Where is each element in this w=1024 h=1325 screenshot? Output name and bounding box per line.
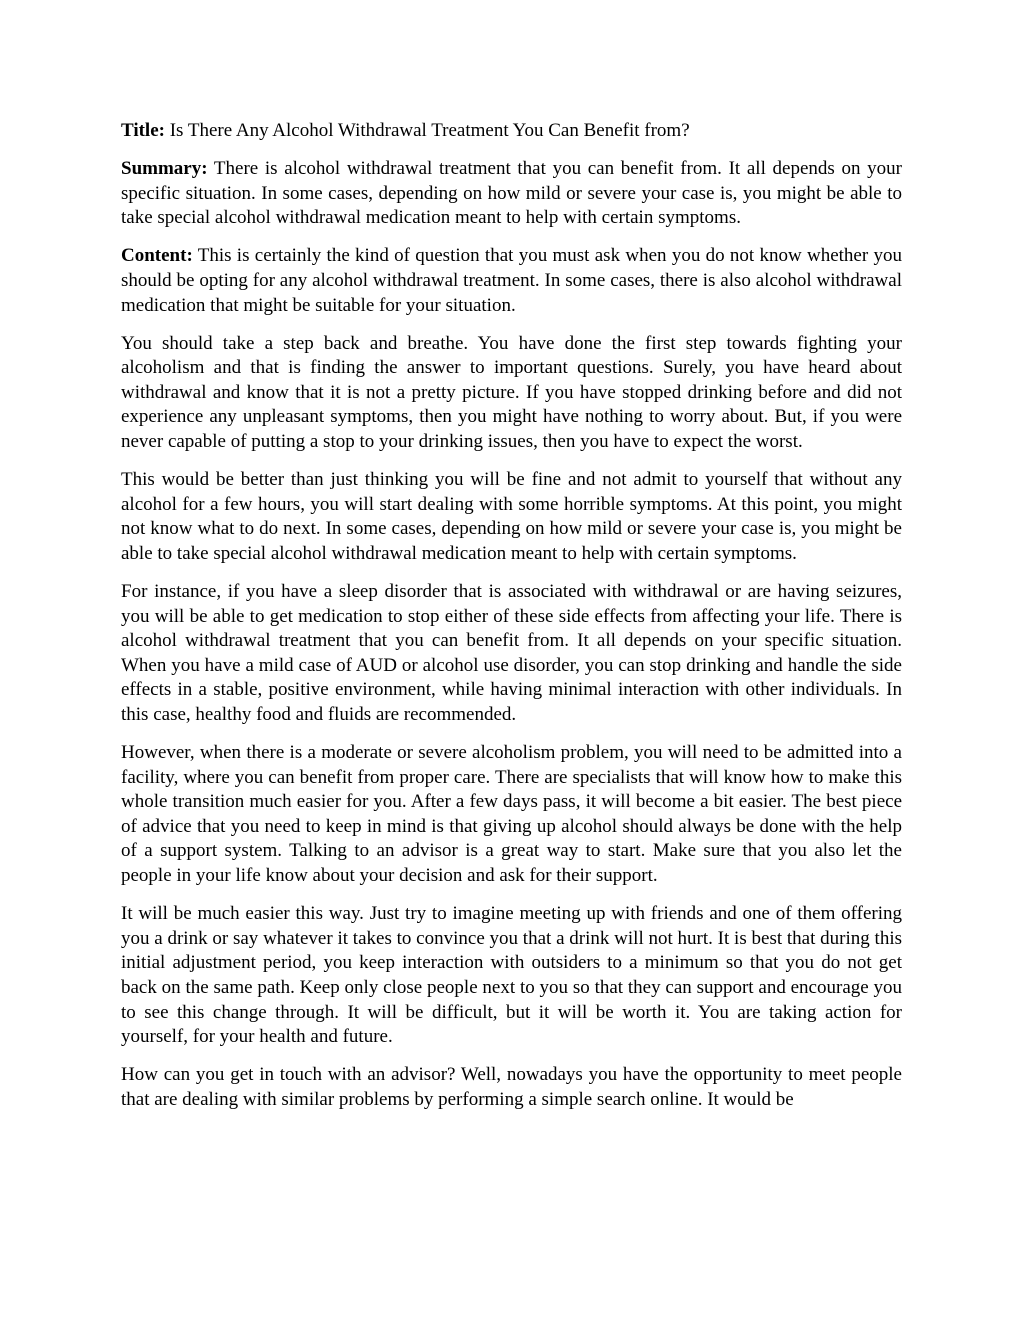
body-paragraph: You should take a step back and breathe. You have done the first step towards fighting your alcoholism and that is finding the answer to important questions. Surely, you have heard about withdrawal and know that it is not a pretty picture. If you have stopped drinking before and did not experience any unpleasant symptoms, then you might have nothing to worry about. But, if you were never capable of putting a stop to your drinking issues, then you have to expect the worst. (121, 332, 902, 453)
document-body (121, 119, 902, 1199)
title-text: Is There Any Alcohol Withdrawal Treatment You Can Benefit from? (169, 120, 690, 141)
summary-label: Summary: (121, 158, 208, 180)
summary-paragraph (121, 157, 902, 231)
body-paragraph: For instance, if you have a sleep disorder that is associated with withdrawal or are having seizures, you will be able to get medication to stop either of these side effects from affecting your life. There is alcohol withdrawal treatment that you can benefit from. It all depends on your specific situation. When you have a mild case of AUD or alcohol use disorder, you can stop drinking and handle the side effects in a stable, positive environment, while having minimal interaction with other individuals. In this case, healthy food and fluids are recommended. (121, 581, 902, 725)
summary-text: There is alcohol withdrawal treatment that you can benefit from. It all depends on your specific situation. In some cases, depending on how mild or severe your case is, you might be able to take special alcohol withdrawal medication meant to help with certain symptoms. (121, 158, 902, 229)
body-paragraph: This would be better than just thinking you will be fine and not admit to yourself that without any alcohol for a few hours, you will start dealing with some horrible symptoms. At this point, you might not know what to do next. In some cases, depending on how mild or severe your case is, you might be able to take special alcohol withdrawal medication meant to help with certain symptoms. (121, 469, 902, 564)
body-paragraph: It will be much easier this way. Just try to imagine meeting up with friends and one of them offering you a drink or say whatever it takes to convince you that a drink will not hurt. It is best that during this initial adjustment period, you keep interaction with outsiders to a minimum so that you do not get back on the same path. Keep only close people next to you so that they can support and encourage you to see this change through. It will be difficult, but it will be worth it. You are taking action for yourself, for your health and future. (121, 903, 902, 1048)
title-label: Title: (121, 120, 165, 141)
title-line (121, 119, 902, 144)
body-paragraph: How can you get in touch with an advisor? Well, nowadays you have the opportunity to meet people that are dealing with similar problems by performing a simple search online. It would be (121, 1064, 902, 1110)
content-label: Content: (121, 245, 193, 267)
content-text: This is certainly the kind of question that you must ask when you do not know whether you should be opting for any alcohol withdrawal treatment. In some cases, there is also alcohol withdrawal medication that might be suitable for your situation. (121, 245, 902, 316)
body-paragraph: However, when there is a moderate or severe alcoholism problem, you will need to be admitted into a facility, where you can benefit from proper care. There are specialists that will know how to make this whole transition much easier for you. After a few days pass, it will become a bit easier. The best piece of advice that you need to keep in mind is that giving up alcohol should always be done with the help of a support system. Talking to an advisor is a great way to start. Make sure that you also let the people in your life know about your decision and ask for their support. (121, 742, 902, 887)
content-paragraph (121, 244, 902, 318)
